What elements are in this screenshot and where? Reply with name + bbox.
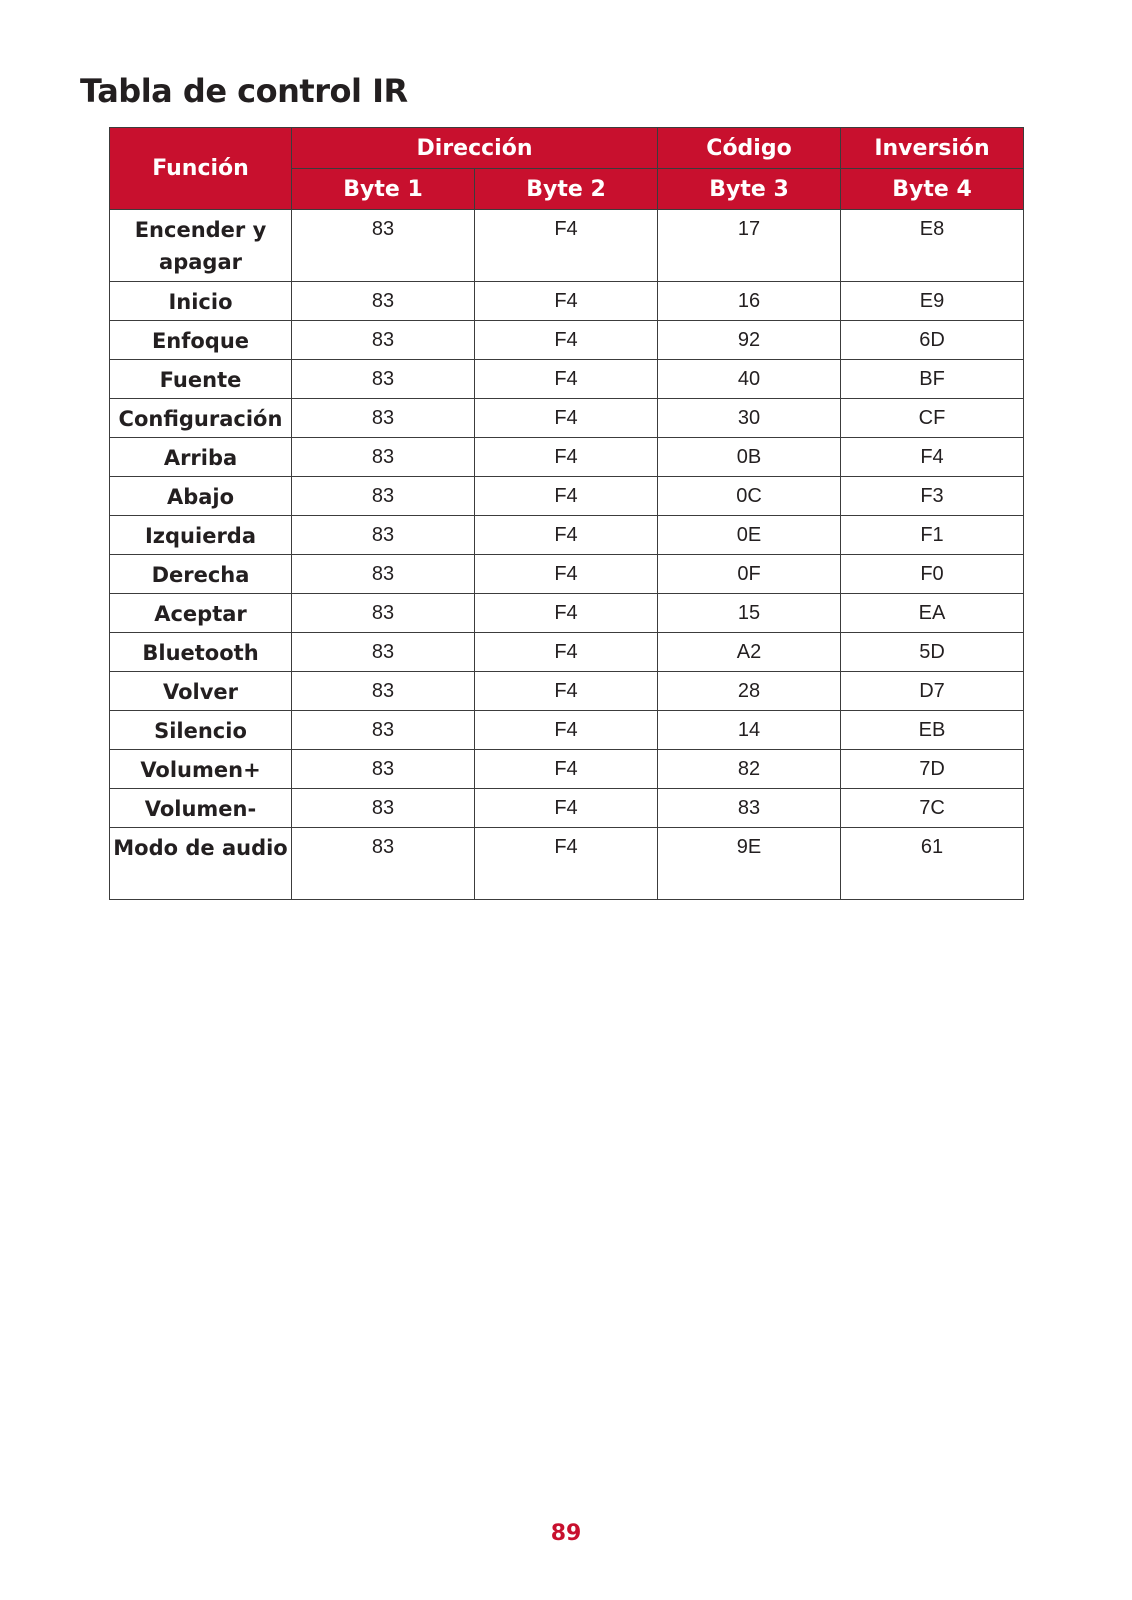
byte-1-cell: 83 xyxy=(292,633,475,672)
function-cell: Enfoque xyxy=(110,321,292,360)
function-cell: Inicio xyxy=(110,282,292,321)
byte-4-cell: F1 xyxy=(841,516,1024,555)
byte-3-cell: 0E xyxy=(658,516,841,555)
byte-2-cell: F4 xyxy=(475,399,658,438)
function-cell: Bluetooth xyxy=(110,633,292,672)
header-byte-3: Byte 3 xyxy=(658,169,841,210)
byte-1-cell: 83 xyxy=(292,789,475,828)
header-codigo: Código xyxy=(658,128,841,169)
table-row xyxy=(110,633,1024,672)
byte-2-cell: F4 xyxy=(475,321,658,360)
byte-3-cell: 0C xyxy=(658,477,841,516)
byte-2-cell: F4 xyxy=(475,594,658,633)
function-cell: Volver xyxy=(110,672,292,711)
table-row xyxy=(110,477,1024,516)
function-cell: Aceptar xyxy=(110,594,292,633)
byte-1-cell: 83 xyxy=(292,711,475,750)
table-row xyxy=(110,711,1024,750)
byte-1-cell: 83 xyxy=(292,750,475,789)
function-cell: Derecha xyxy=(110,555,292,594)
header-row-groups xyxy=(110,128,1024,169)
byte-3-cell: 40 xyxy=(658,360,841,399)
byte-4-cell: 6D xyxy=(841,321,1024,360)
byte-4-cell: E8 xyxy=(841,210,1024,282)
header-direccion: Dirección xyxy=(292,128,658,169)
header-function: Función xyxy=(110,128,292,210)
byte-2-cell: F4 xyxy=(475,516,658,555)
byte-4-cell: E9 xyxy=(841,282,1024,321)
byte-2-cell: F4 xyxy=(475,672,658,711)
table-body xyxy=(110,210,1024,900)
byte-3-cell: 16 xyxy=(658,282,841,321)
function-cell: Arriba xyxy=(110,438,292,477)
byte-4-cell: F0 xyxy=(841,555,1024,594)
header-byte-1: Byte 1 xyxy=(292,169,475,210)
function-cell: Encender y apagar xyxy=(110,210,292,282)
byte-1-cell: 83 xyxy=(292,210,475,282)
table-row xyxy=(110,594,1024,633)
byte-4-cell: BF xyxy=(841,360,1024,399)
byte-4-cell: D7 xyxy=(841,672,1024,711)
byte-3-cell: 0B xyxy=(658,438,841,477)
byte-2-cell: F4 xyxy=(475,828,658,900)
byte-2-cell: F4 xyxy=(475,750,658,789)
function-cell: Abajo xyxy=(110,477,292,516)
table-row xyxy=(110,789,1024,828)
function-cell: Fuente xyxy=(110,360,292,399)
byte-3-cell: 9E xyxy=(658,828,841,900)
byte-3-cell: 83 xyxy=(658,789,841,828)
table-row xyxy=(110,438,1024,477)
byte-3-cell: 82 xyxy=(658,750,841,789)
table-row xyxy=(110,516,1024,555)
table-row xyxy=(110,282,1024,321)
table-row xyxy=(110,360,1024,399)
table-row xyxy=(110,750,1024,789)
byte-3-cell: 14 xyxy=(658,711,841,750)
byte-4-cell: 7D xyxy=(841,750,1024,789)
header-byte-4: Byte 4 xyxy=(841,169,1024,210)
byte-2-cell: F4 xyxy=(475,282,658,321)
byte-2-cell: F4 xyxy=(475,789,658,828)
function-cell: Volumen- xyxy=(110,789,292,828)
ir-control-table xyxy=(109,127,1024,900)
byte-3-cell: 30 xyxy=(658,399,841,438)
header-byte-2: Byte 2 xyxy=(475,169,658,210)
byte-1-cell: 83 xyxy=(292,282,475,321)
byte-4-cell: F4 xyxy=(841,438,1024,477)
byte-4-cell: EB xyxy=(841,711,1024,750)
byte-1-cell: 83 xyxy=(292,516,475,555)
header-inversion: Inversión xyxy=(841,128,1024,169)
byte-2-cell: F4 xyxy=(475,555,658,594)
byte-3-cell: 15 xyxy=(658,594,841,633)
function-cell: Modo de audio xyxy=(110,828,292,900)
page-number: 89 xyxy=(550,1521,582,1546)
table-row xyxy=(110,828,1024,900)
byte-3-cell: A2 xyxy=(658,633,841,672)
table-row xyxy=(110,672,1024,711)
byte-4-cell: 5D xyxy=(841,633,1024,672)
table-row xyxy=(110,210,1024,282)
byte-1-cell: 83 xyxy=(292,438,475,477)
byte-1-cell: 83 xyxy=(292,321,475,360)
table-row xyxy=(110,321,1024,360)
byte-1-cell: 83 xyxy=(292,828,475,900)
table-row xyxy=(110,399,1024,438)
byte-1-cell: 83 xyxy=(292,477,475,516)
function-cell: Configuración xyxy=(110,399,292,438)
byte-4-cell: CF xyxy=(841,399,1024,438)
byte-2-cell: F4 xyxy=(475,477,658,516)
byte-1-cell: 83 xyxy=(292,672,475,711)
byte-1-cell: 83 xyxy=(292,594,475,633)
byte-4-cell: 7C xyxy=(841,789,1024,828)
byte-1-cell: 83 xyxy=(292,555,475,594)
byte-3-cell: 17 xyxy=(658,210,841,282)
byte-3-cell: 92 xyxy=(658,321,841,360)
byte-2-cell: F4 xyxy=(475,633,658,672)
byte-2-cell: F4 xyxy=(475,711,658,750)
byte-4-cell: F3 xyxy=(841,477,1024,516)
byte-2-cell: F4 xyxy=(475,360,658,399)
byte-3-cell: 28 xyxy=(658,672,841,711)
page-title: Tabla de control IR xyxy=(80,72,408,110)
table-row xyxy=(110,555,1024,594)
byte-1-cell: 83 xyxy=(292,360,475,399)
function-cell: Silencio xyxy=(110,711,292,750)
byte-4-cell: 61 xyxy=(841,828,1024,900)
byte-2-cell: F4 xyxy=(475,210,658,282)
table-header xyxy=(110,128,1024,210)
byte-1-cell: 83 xyxy=(292,399,475,438)
function-cell: Volumen+ xyxy=(110,750,292,789)
byte-3-cell: 0F xyxy=(658,555,841,594)
byte-4-cell: EA xyxy=(841,594,1024,633)
byte-2-cell: F4 xyxy=(475,438,658,477)
function-cell: Izquierda xyxy=(110,516,292,555)
